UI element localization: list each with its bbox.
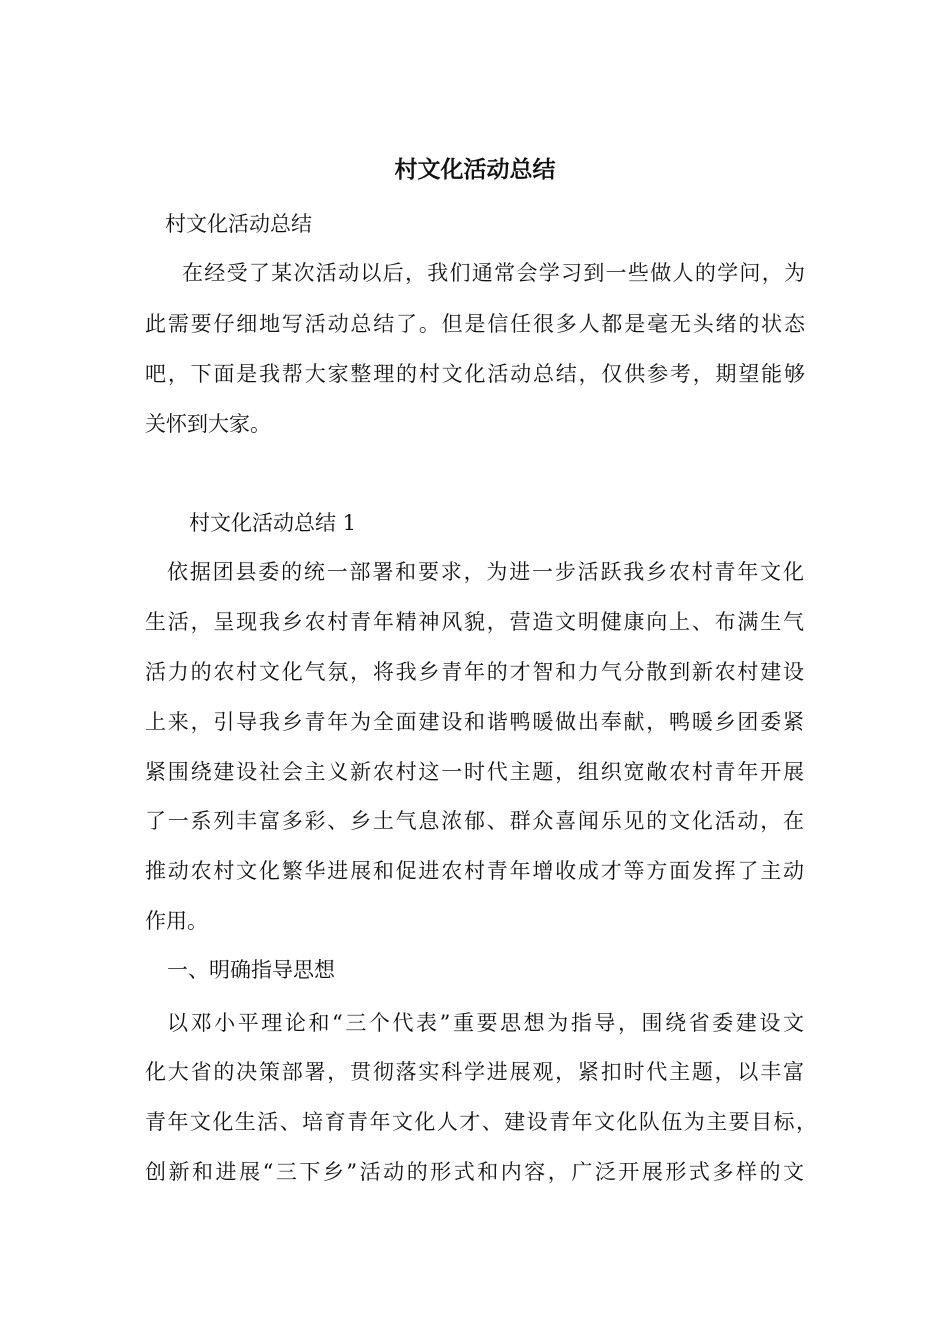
guidance-line-2: 化大省的决策部署，贯彻落实科学进展观，紧扣时代主题，以丰富 <box>145 1060 804 1084</box>
document-title: 村文化活动总结 <box>394 156 556 183</box>
section-line-8: 作用。 <box>145 909 208 933</box>
intro-line-1: 在经受了某次活动以后，我们通常会学习到一些做人的学问，为 <box>182 261 805 285</box>
section-heading: 村文化活动总结 1 <box>189 511 357 535</box>
section-line-1: 依据团县委的统一部署和要求，为进一步活跃我乡农村青年文化 <box>167 560 804 584</box>
intro-line-2: 此需要仔细地写活动总结了。但是信任很多人都是毫无头绪的状态 <box>145 312 805 336</box>
section-line-7: 推动农村文化繁华进展和促进农村青年增收成才等方面发挥了主动 <box>145 859 804 883</box>
section-line-6: 了一系列丰富多彩、乡土气息浓郁、群众喜闻乐见的文化活动，在 <box>145 809 804 833</box>
section-line-3: 活力的农村文化气氛，将我乡青年的才智和力气分散到新农村建设 <box>145 660 804 684</box>
guidance-line-1: 以邓小平理论和“三个代表”重要思想为指导，围绕省委建设文 <box>167 1011 804 1035</box>
subheading-guidance: 一、明确指导思想 <box>167 958 335 982</box>
intro-line-4: 关怀到大家。 <box>145 412 271 436</box>
guidance-line-3: 青年文化生活、培育青年文化人才、建设青年文化队伍为主要目标， <box>145 1110 817 1134</box>
intro-line-3: 吧，下面是我帮大家整理的村文化活动总结，仅供参考，期望能够 <box>145 362 805 386</box>
section-line-4: 上来，引导我乡青年为全面建设和谐鸭暖做出奉献，鸭暖乡团委紧 <box>145 710 804 734</box>
document-subtitle: 村文化活动总结 <box>165 212 312 236</box>
section-line-2: 生活，呈现我乡农村青年精神风貌，营造文明健康向上、布满生气 <box>145 610 804 634</box>
section-line-5: 紧围绕建设社会主义新农村这一时代主题，组织宽敞农村青年开展 <box>145 760 804 784</box>
guidance-line-4: 创新和进展“三下乡”活动的形式和内容，广泛开展形式多样的文 <box>145 1160 804 1184</box>
